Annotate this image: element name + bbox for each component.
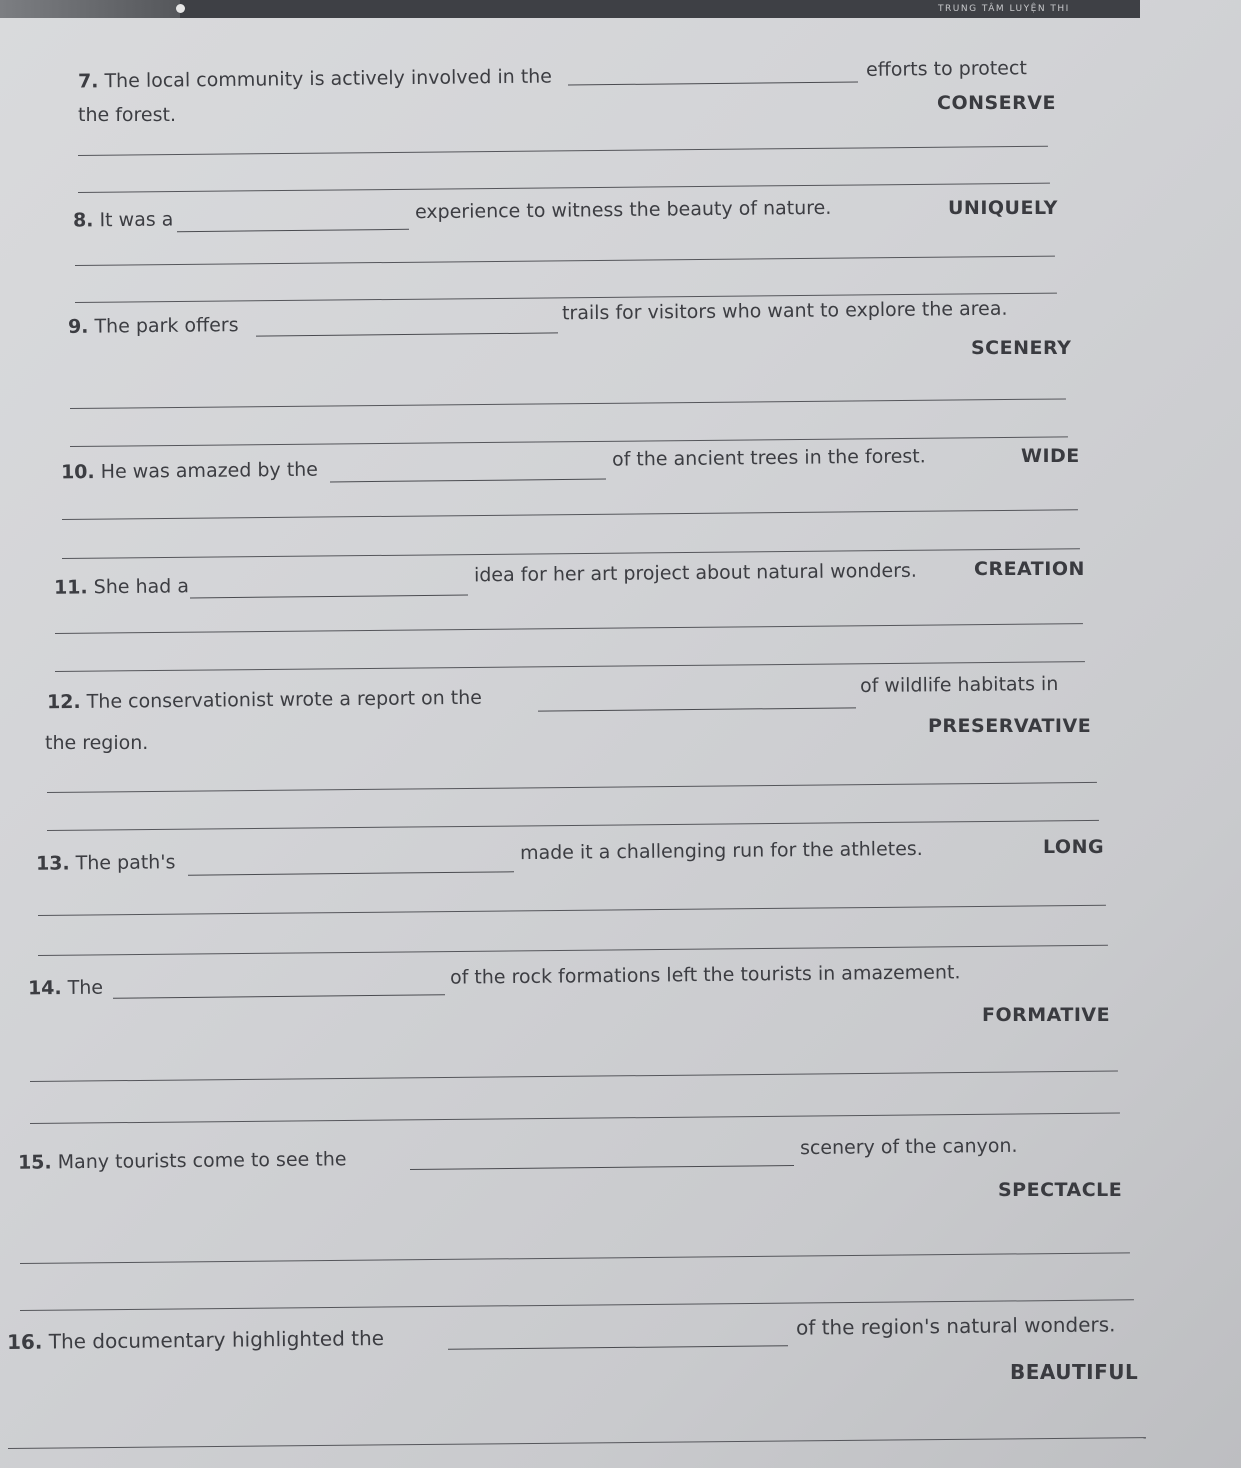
question-text-after: of the rock formations left the tourists in amazement. bbox=[449, 961, 961, 989]
question-text-before: The conservationist wrote a report on the bbox=[86, 686, 483, 713]
rewrite-line[interactable] bbox=[30, 1113, 1120, 1124]
question-text-after: efforts to protect bbox=[865, 57, 1027, 81]
question-10 bbox=[61, 459, 318, 484]
answer-blank[interactable] bbox=[177, 229, 409, 232]
question-number: 10. bbox=[60, 460, 95, 484]
question-text-before: The local community is actively involved in the bbox=[104, 65, 553, 93]
rewrite-line[interactable] bbox=[75, 256, 1055, 266]
keyword-wide: WIDE bbox=[1021, 445, 1080, 467]
answer-blank[interactable] bbox=[188, 871, 514, 875]
question-text-after: experience to witness the beauty of nature. bbox=[414, 196, 832, 224]
question-number: 14. bbox=[27, 977, 62, 1000]
header-decoration bbox=[0, 0, 180, 18]
question-text-before: The path's bbox=[75, 851, 176, 875]
keyword-long: LONG bbox=[1043, 836, 1105, 858]
rewrite-line[interactable] bbox=[47, 820, 1099, 831]
rewrite-line[interactable] bbox=[38, 905, 1106, 916]
question-8 bbox=[73, 208, 174, 231]
answer-blank[interactable] bbox=[330, 479, 606, 483]
question-text-before: She had a bbox=[93, 575, 190, 599]
question-text-before: The park offers bbox=[94, 314, 239, 338]
question-text-continued: the region. bbox=[45, 732, 149, 754]
rewrite-line[interactable] bbox=[55, 661, 1085, 672]
question-number: 15. bbox=[17, 1151, 52, 1174]
question-text-after: trails for visitors who want to explore the area. bbox=[561, 297, 1008, 325]
question-text-after: idea for her art project about natural wonders. bbox=[473, 559, 918, 587]
question-number: 16. bbox=[6, 1329, 43, 1354]
question-12 bbox=[47, 687, 482, 714]
question-text-before: The bbox=[67, 976, 104, 999]
answer-blank[interactable] bbox=[256, 332, 558, 336]
header-dot bbox=[176, 4, 185, 13]
answer-blank[interactable] bbox=[113, 994, 445, 998]
rewrite-line[interactable] bbox=[78, 183, 1050, 193]
question-text-before: He was amazed by the bbox=[100, 458, 319, 483]
answer-blank[interactable] bbox=[410, 1165, 794, 1170]
question-text-before: It was a bbox=[99, 208, 174, 232]
keyword-preservative: PRESERVATIVE bbox=[928, 715, 1092, 737]
answer-blank[interactable] bbox=[448, 1345, 788, 1350]
keyword-beautiful: BEAUTIFUL bbox=[1010, 1360, 1139, 1384]
question-number: 11. bbox=[53, 576, 88, 599]
rewrite-line[interactable] bbox=[20, 1252, 1130, 1264]
question-number: 9. bbox=[67, 315, 89, 338]
question-number: 12. bbox=[46, 690, 81, 714]
rewrite-line[interactable] bbox=[20, 1299, 1134, 1311]
question-text-after: made it a challenging run for the athletes. bbox=[519, 837, 923, 865]
keyword-creation: CREATION bbox=[974, 558, 1085, 580]
question-text-before: The documentary highlighted the bbox=[48, 1326, 385, 1354]
answer-blank[interactable] bbox=[568, 81, 858, 85]
question-9 bbox=[68, 314, 239, 338]
rewrite-line[interactable] bbox=[70, 398, 1066, 409]
header-title: TRUNG TÂM LUYỆN THI bbox=[938, 4, 1070, 14]
rewrite-line[interactable] bbox=[38, 945, 1108, 956]
keyword-spectacle: SPECTACLE bbox=[998, 1179, 1123, 1201]
rewrite-line[interactable] bbox=[30, 1071, 1118, 1082]
question-13 bbox=[36, 851, 176, 874]
question-text-after: scenery of the canyon. bbox=[799, 1134, 1018, 1160]
question-number: 8. bbox=[72, 209, 94, 232]
question-15 bbox=[18, 1148, 347, 1173]
question-text-after: of the region's natural wonders. bbox=[795, 1312, 1116, 1340]
answer-blank[interactable] bbox=[538, 707, 856, 711]
answer-blank[interactable] bbox=[190, 595, 468, 599]
question-text-before: Many tourists come to see the bbox=[57, 1148, 347, 1174]
question-number: 7. bbox=[77, 70, 99, 93]
question-text-after: of wildlife habitats in bbox=[859, 672, 1059, 698]
keyword-uniquely: UNIQUELY bbox=[948, 197, 1058, 219]
rewrite-line[interactable] bbox=[8, 1437, 1146, 1449]
question-text-after: of the ancient trees in the forest. bbox=[611, 445, 926, 471]
question-14 bbox=[28, 977, 103, 1000]
question-number: 13. bbox=[35, 852, 70, 875]
keyword-conserve: CONSERVE bbox=[937, 92, 1056, 114]
question-16 bbox=[7, 1326, 384, 1354]
rewrite-line[interactable] bbox=[55, 623, 1083, 634]
rewrite-line[interactable] bbox=[62, 548, 1080, 559]
rewrite-line[interactable] bbox=[47, 782, 1097, 793]
question-text-continued: the forest. bbox=[78, 104, 177, 126]
question-11 bbox=[54, 575, 189, 598]
question-7 bbox=[78, 66, 552, 93]
keyword-scenery: SCENERY bbox=[971, 337, 1072, 359]
rewrite-line[interactable] bbox=[62, 509, 1078, 520]
rewrite-line[interactable] bbox=[78, 146, 1048, 156]
keyword-formative: FORMATIVE bbox=[982, 1004, 1111, 1026]
